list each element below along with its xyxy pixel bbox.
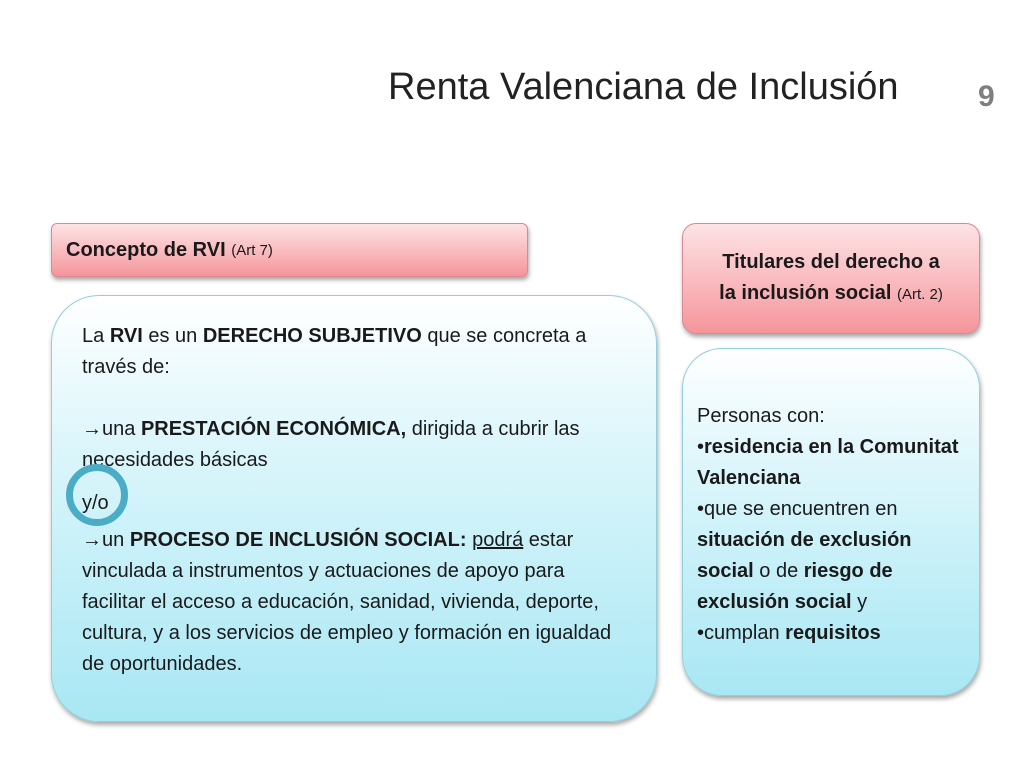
- item1-arrow: →una: [82, 418, 141, 440]
- item2-underlined: podrá: [472, 529, 524, 551]
- item1-text: dirigida a cubrir las necesidades básicas: [82, 418, 580, 471]
- holders-bullet-requirements: [697, 618, 969, 649]
- bullet2-text-2: o de: [753, 560, 804, 582]
- holders-header-ref: (Art. 2): [897, 286, 943, 303]
- bullet3-text: cumplan: [704, 622, 786, 644]
- item2-bold: PROCESO DE INCLUSIÓN SOCIAL:: [129, 529, 467, 551]
- holders-intro: Personas con:: [697, 405, 825, 427]
- holders-body: [682, 348, 980, 696]
- intro-text-2: es un: [142, 325, 203, 347]
- holders-header: [682, 223, 980, 334]
- item2-arrow: →un: [82, 529, 130, 551]
- holders-header-line2-row: [719, 278, 943, 310]
- holders-header-line2: la inclusión social: [719, 282, 892, 304]
- concept-connector: y/o: [82, 492, 109, 514]
- holders-bullet-residence: [697, 432, 969, 494]
- slide-number: 9: [978, 80, 995, 113]
- highlight-circle-marker: [66, 464, 128, 526]
- concept-header-title: Concepto de RVI: [66, 238, 226, 261]
- slide-title: Renta Valenciana de Inclusión: [388, 66, 899, 108]
- concept-intro: [82, 321, 626, 383]
- intro-text-3: que se concreta a través de:: [82, 325, 587, 378]
- concept-header: [51, 223, 528, 277]
- concept-header-ref: (Art 7): [231, 241, 273, 259]
- intro-rvi: RVI: [109, 325, 143, 347]
- bullet1-bold: residencia en la Comunitat Valenciana: [697, 436, 959, 489]
- item2-text: estar vinculada a instrumentos y actuaciones de apoyo para facilitar el acceso a educación, sanidad, vivienda, deporte, cultura, y a los servicios de empleo y formación en igualdad de oportunidades.: [82, 529, 612, 675]
- bullet3-bold: requisitos: [785, 622, 881, 644]
- holders-bullet-exclusion: [697, 494, 969, 618]
- bullet-dot: •: [697, 498, 705, 520]
- concept-item-social: [82, 525, 626, 680]
- concept-body: [51, 295, 657, 722]
- bullet2-bold-2: riesgo de exclusión social: [697, 560, 893, 613]
- bullet-dot: •: [697, 622, 705, 644]
- bullet2-text-3: y: [851, 591, 868, 613]
- concept-item-economic: [82, 414, 626, 476]
- holders-header-line1: Titulares del derecho a: [722, 251, 940, 273]
- bullet2-bold-1: situación de exclusión social: [697, 529, 912, 582]
- item1-bold: PRESTACIÓN ECONÓMICA,: [140, 418, 407, 440]
- intro-derecho-subjetivo: DERECHO SUBJETIVO: [202, 325, 422, 347]
- bullet-dot: •: [697, 436, 705, 458]
- intro-text-1: La: [82, 325, 110, 347]
- bullet2-text-1: que se encuentren en: [704, 498, 898, 520]
